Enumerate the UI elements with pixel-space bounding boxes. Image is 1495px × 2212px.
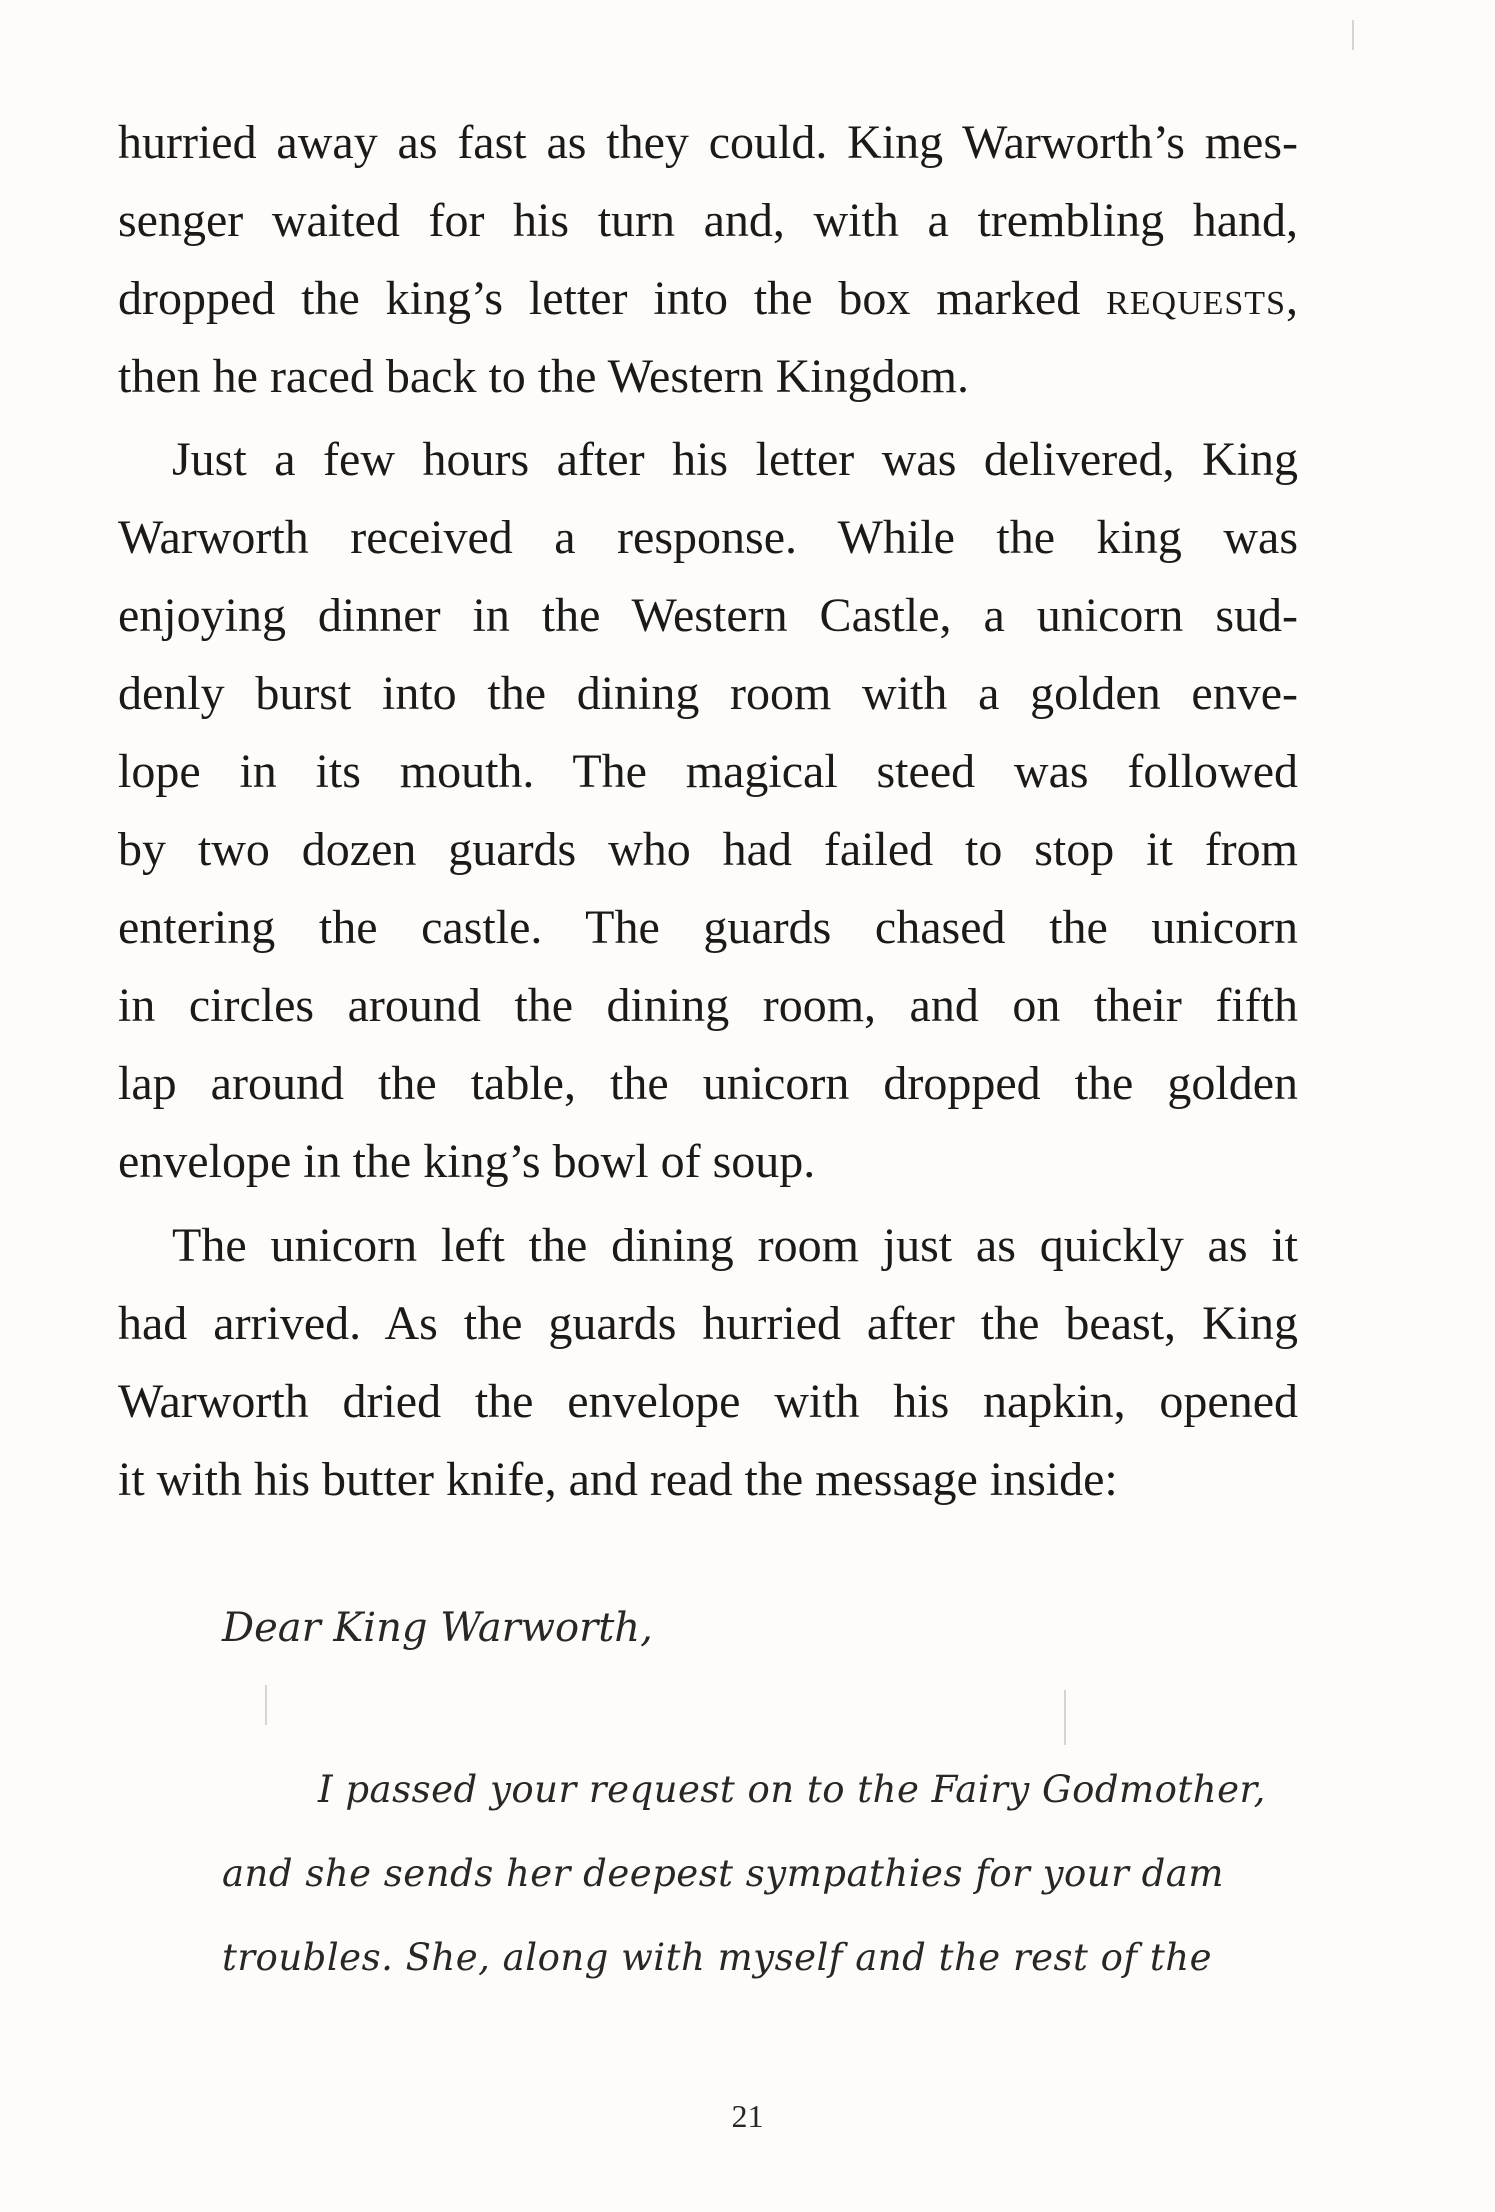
text-line: entering the castle. The guards chased the unicorn	[118, 901, 1298, 954]
text-line: envelope in the king’s bowl of soup.	[118, 1135, 816, 1188]
text-line: Warworth received a response. While the king was	[118, 511, 1298, 564]
text-line: Warworth dried the envelope with his napkin, opened	[118, 1375, 1298, 1428]
page-edge-mark	[1352, 20, 1354, 50]
text-line: enjoying dinner in the Western Castle, a unicorn sud-	[118, 589, 1298, 642]
text-line: then he raced back to the Western Kingdom.	[118, 350, 969, 403]
text-line: senger waited for his turn and, with a trembling hand,	[118, 194, 1298, 247]
letter-line: troubles. She, along with myself and the rest of the	[222, 1936, 1212, 1979]
text-line: denly burst into the dining room with a golden enve-	[118, 667, 1298, 720]
page-edge-mark	[265, 1685, 267, 1725]
text-line: lap around the table, the unicorn dropped the golden	[118, 1057, 1298, 1110]
text-line: had arrived. As the guards hurried after the beast, King	[118, 1297, 1298, 1350]
text-line-end: ,	[1286, 272, 1298, 325]
text-line: by two dozen guards who had failed to stop it from	[118, 823, 1298, 876]
text-line: Just a few hours after his letter was delivered, King	[172, 433, 1298, 486]
text-line: hurried away as fast as they could. King Warworth’s mes-	[118, 116, 1298, 169]
text-line: The unicorn left the dining room just as quickly as it	[172, 1219, 1298, 1272]
letter-line: and she sends her deepest sympathies for your dam	[222, 1852, 1224, 1895]
page-number: 21	[731, 2098, 764, 2134]
letter-salutation: Dear King Warworth,	[222, 1605, 653, 1651]
text-line: it with his butter knife, and read the message inside:	[118, 1453, 1118, 1506]
page-edge-mark	[1064, 1690, 1066, 1745]
text-line: in circles around the dining room, and on their fifth	[118, 979, 1298, 1032]
text-line: lope in its mouth. The magical steed was followed	[118, 745, 1298, 798]
letter-line: I passed your request on to the Fairy Godmother,	[318, 1768, 1266, 1811]
requests-box-label: requests	[1106, 272, 1286, 325]
text-line-start: dropped the king’s letter into the box marked	[118, 272, 1107, 325]
text-line-with-label	[118, 269, 1298, 329]
